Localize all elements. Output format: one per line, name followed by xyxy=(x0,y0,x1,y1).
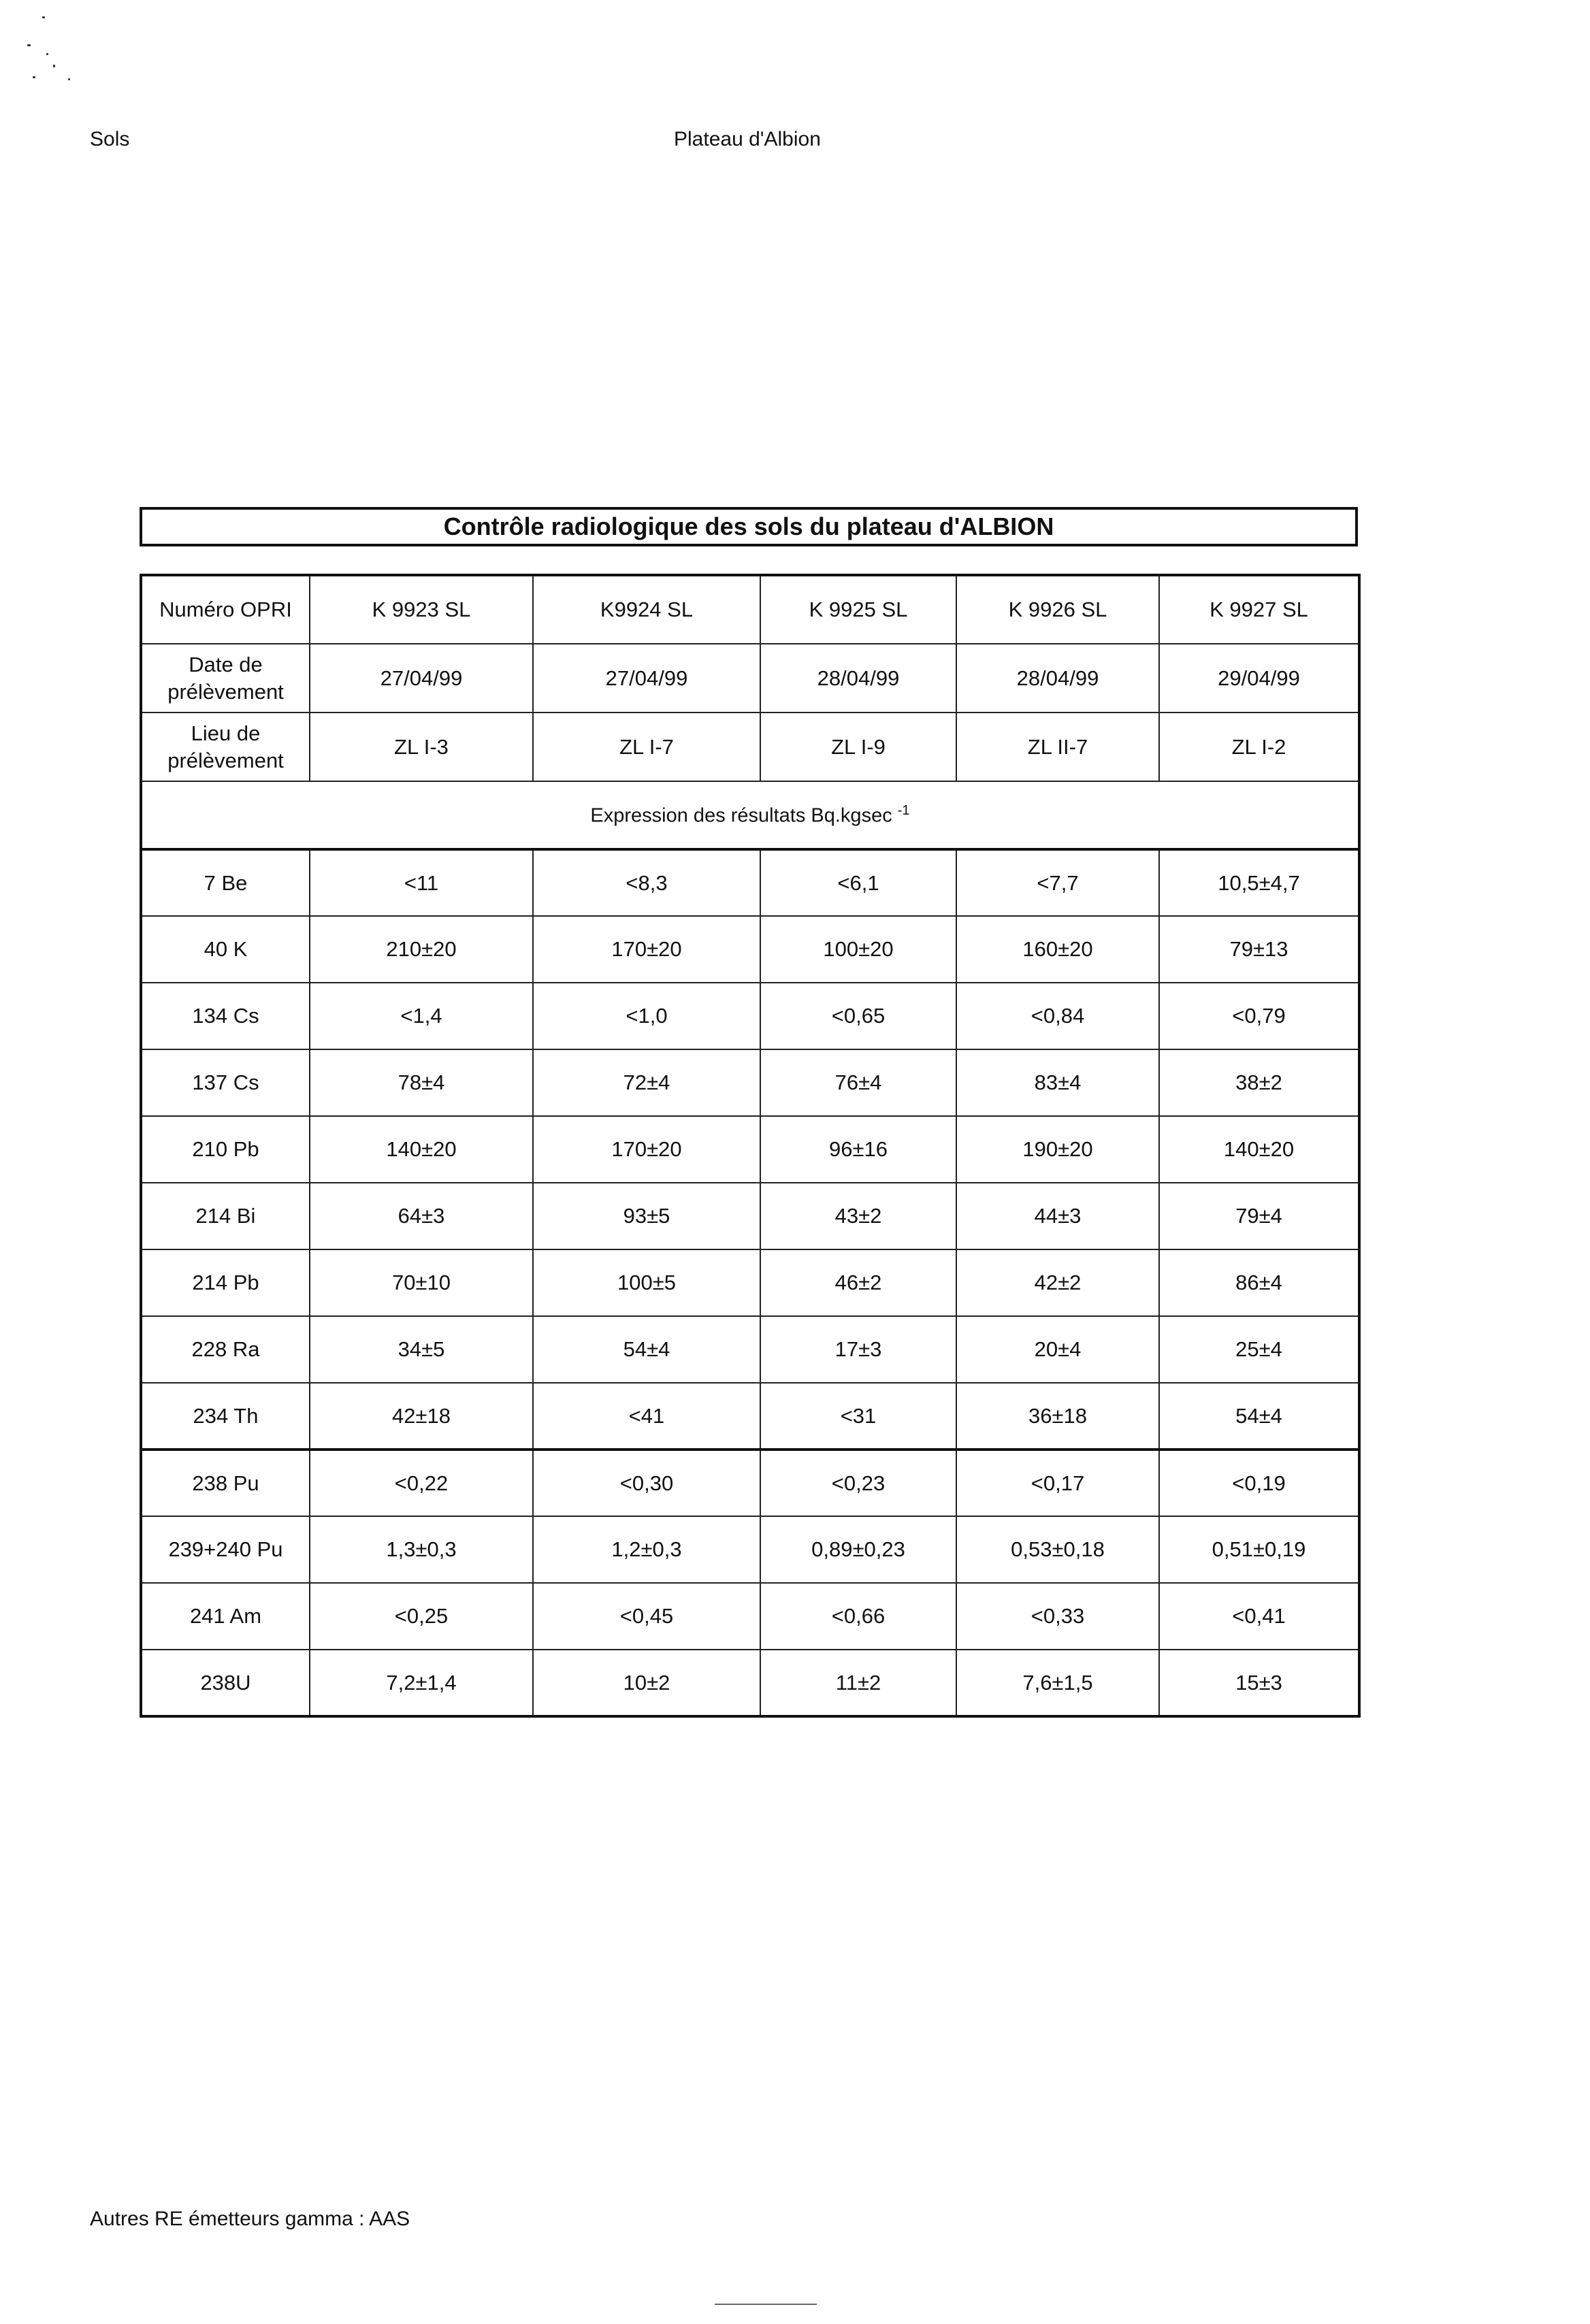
activity-value: 170±20 xyxy=(533,916,760,983)
activity-value: <0,65 xyxy=(760,983,956,1049)
units-text: Expression des résultats Bq.kgsec xyxy=(590,804,892,827)
sampling-location-cell: ZL I-9 xyxy=(760,713,956,781)
table-row xyxy=(141,849,1359,916)
nuclide-rows xyxy=(141,849,1359,1716)
nuclide-label: 210 Pb xyxy=(141,1116,310,1183)
activity-value: <1,0 xyxy=(533,983,760,1049)
footer-note: Autres RE émetteurs gamma : AAS xyxy=(90,2208,410,2230)
activity-value: 42±2 xyxy=(956,1249,1159,1316)
sampling-location-cell: ZL I-7 xyxy=(533,713,760,781)
table-row xyxy=(141,1116,1359,1183)
activity-value: <11 xyxy=(310,849,533,916)
activity-value: 76±4 xyxy=(760,1049,956,1116)
sampling-date-label-line2: prélèvement xyxy=(167,679,284,704)
activity-value: 170±20 xyxy=(533,1116,760,1183)
nuclide-label: 214 Bi xyxy=(141,1183,310,1249)
activity-value: 86±4 xyxy=(1159,1249,1359,1316)
nuclide-label: 40 K xyxy=(141,916,310,983)
activity-value: <0,17 xyxy=(956,1450,1159,1516)
activity-value: 7,6±1,5 xyxy=(956,1650,1159,1716)
activity-value: <0,23 xyxy=(760,1450,956,1516)
table-row xyxy=(141,1516,1359,1583)
activity-value: <1,4 xyxy=(310,983,533,1049)
nuclide-label: 134 Cs xyxy=(141,983,310,1049)
sampling-location-label-line2: prélèvement xyxy=(167,748,284,772)
sampling-date-label xyxy=(141,644,310,713)
activity-value: 100±20 xyxy=(760,916,956,983)
sample-id-cell: K 9925 SL xyxy=(760,575,956,644)
activity-value: 190±20 xyxy=(956,1116,1159,1183)
units-exponent: -1 xyxy=(897,802,910,818)
activity-value: 44±3 xyxy=(956,1183,1159,1249)
activity-value: 54±4 xyxy=(533,1316,760,1383)
activity-value: 93±5 xyxy=(533,1183,760,1249)
activity-value: 79±13 xyxy=(1159,916,1359,983)
nuclide-label: 239+240 Pu xyxy=(141,1516,310,1583)
activity-value: 210±20 xyxy=(310,916,533,983)
activity-value: <0,22 xyxy=(310,1450,533,1516)
page-bottom-mark xyxy=(715,2304,817,2305)
sample-id-cell: K 9923 SL xyxy=(310,575,533,644)
table-row xyxy=(141,1383,1359,1450)
units-cell xyxy=(141,781,1359,849)
activity-value: 1,3±0,3 xyxy=(310,1516,533,1583)
sample-id-cell: K9924 SL xyxy=(533,575,760,644)
units-row xyxy=(141,781,1359,849)
sample-id-cell: K 9926 SL xyxy=(956,575,1159,644)
sampling-location-label xyxy=(141,713,310,781)
activity-value: 100±5 xyxy=(533,1249,760,1316)
table-title-text: Contrôle radiologique des sols du plateau d'ALBION xyxy=(443,512,1054,540)
activity-value: 38±2 xyxy=(1159,1049,1359,1116)
table-row xyxy=(141,983,1359,1049)
activity-value: 96±16 xyxy=(760,1116,956,1183)
activity-value: 160±20 xyxy=(956,916,1159,983)
activity-value: 0,51±0,19 xyxy=(1159,1516,1359,1583)
activity-value: 140±20 xyxy=(310,1116,533,1183)
scan-specks xyxy=(27,14,109,95)
table-row xyxy=(141,1450,1359,1516)
header-section-label: Sols xyxy=(90,128,130,150)
activity-value: <41 xyxy=(533,1383,760,1450)
activity-value: 79±4 xyxy=(1159,1183,1359,1249)
table-row xyxy=(141,1249,1359,1316)
sampling-date-cell: 27/04/99 xyxy=(310,644,533,713)
activity-value: 0,89±0,23 xyxy=(760,1516,956,1583)
activity-value: 46±2 xyxy=(760,1249,956,1316)
header-document-title: Plateau d'Albion xyxy=(674,128,821,150)
activity-value: <0,66 xyxy=(760,1583,956,1650)
sampling-date-cell: 27/04/99 xyxy=(533,644,760,713)
sampling-location-row xyxy=(141,713,1359,781)
activity-value: 72±4 xyxy=(533,1049,760,1116)
table-row xyxy=(141,1316,1359,1383)
activity-value: <7,7 xyxy=(956,849,1159,916)
sampling-date-cell: 28/04/99 xyxy=(956,644,1159,713)
sampling-location-cell: ZL I-3 xyxy=(310,713,533,781)
activity-value: 20±4 xyxy=(956,1316,1159,1383)
table-row xyxy=(141,1183,1359,1249)
table-title xyxy=(140,507,1358,546)
sampling-location-label-line1: Lieu de xyxy=(191,721,261,745)
sampling-date-cell: 28/04/99 xyxy=(760,644,956,713)
nuclide-label: 137 Cs xyxy=(141,1049,310,1116)
results-table xyxy=(140,574,1361,1718)
sampling-location-cell: ZL I-2 xyxy=(1159,713,1359,781)
sampling-date-label-line1: Date de xyxy=(189,652,263,676)
nuclide-label: 238U xyxy=(141,1650,310,1716)
activity-value: <0,84 xyxy=(956,983,1159,1049)
activity-value: 11±2 xyxy=(760,1650,956,1716)
activity-value: 140±20 xyxy=(1159,1116,1359,1183)
sampling-date-row xyxy=(141,644,1359,713)
activity-value: 10±2 xyxy=(533,1650,760,1716)
activity-value: <0,30 xyxy=(533,1450,760,1516)
activity-value: 1,2±0,3 xyxy=(533,1516,760,1583)
activity-value: 0,53±0,18 xyxy=(956,1516,1159,1583)
activity-value: 42±18 xyxy=(310,1383,533,1450)
activity-value: 83±4 xyxy=(956,1049,1159,1116)
activity-value: <0,41 xyxy=(1159,1583,1359,1650)
nuclide-label: 241 Am xyxy=(141,1583,310,1650)
activity-value: 15±3 xyxy=(1159,1650,1359,1716)
sample-id-row xyxy=(141,575,1359,644)
table-row xyxy=(141,1650,1359,1716)
nuclide-label: 234 Th xyxy=(141,1383,310,1450)
table-row xyxy=(141,916,1359,983)
activity-value: <0,79 xyxy=(1159,983,1359,1049)
activity-value: <6,1 xyxy=(760,849,956,916)
sample-id-label: Numéro OPRI xyxy=(141,575,310,644)
sampling-date-cell: 29/04/99 xyxy=(1159,644,1359,713)
nuclide-label: 238 Pu xyxy=(141,1450,310,1516)
activity-value: <0,45 xyxy=(533,1583,760,1650)
sample-id-cell: K 9927 SL xyxy=(1159,575,1359,644)
nuclide-label: 228 Ra xyxy=(141,1316,310,1383)
activity-value: 25±4 xyxy=(1159,1316,1359,1383)
activity-value: <0,33 xyxy=(956,1583,1159,1650)
activity-value: <0,25 xyxy=(310,1583,533,1650)
nuclide-label: 7 Be xyxy=(141,849,310,916)
activity-value: 78±4 xyxy=(310,1049,533,1116)
table-row xyxy=(141,1583,1359,1650)
activity-value: <8,3 xyxy=(533,849,760,916)
nuclide-label: 214 Pb xyxy=(141,1249,310,1316)
activity-value: 10,5±4,7 xyxy=(1159,849,1359,916)
activity-value: 43±2 xyxy=(760,1183,956,1249)
activity-value: 7,2±1,4 xyxy=(310,1650,533,1716)
sampling-location-cell: ZL II-7 xyxy=(956,713,1159,781)
activity-value: 17±3 xyxy=(760,1316,956,1383)
activity-value: 54±4 xyxy=(1159,1383,1359,1450)
table-row xyxy=(141,1049,1359,1116)
activity-value: 70±10 xyxy=(310,1249,533,1316)
activity-value: 36±18 xyxy=(956,1383,1159,1450)
activity-value: <31 xyxy=(760,1383,956,1450)
activity-value: 64±3 xyxy=(310,1183,533,1249)
activity-value: <0,19 xyxy=(1159,1450,1359,1516)
activity-value: 34±5 xyxy=(310,1316,533,1383)
